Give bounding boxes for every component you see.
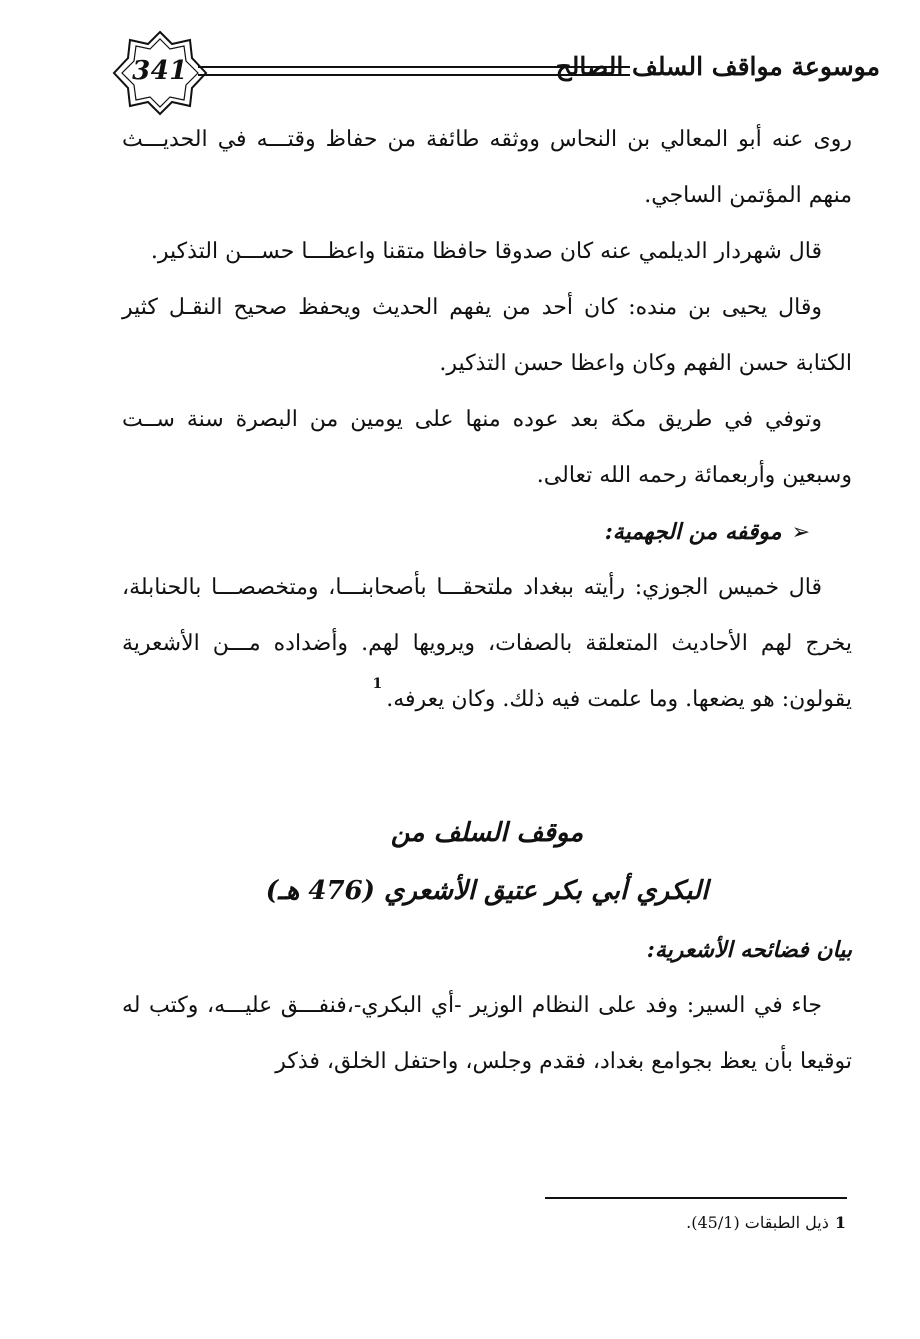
page-body	[122, 112, 852, 1090]
page-number-badge	[110, 30, 210, 116]
page-header	[110, 30, 880, 116]
section-title-line-1: موقف السلف من	[390, 818, 584, 848]
paragraph-6: جاء في السير: وفد على النظام الوزير -أي البكري-،فنفـــق عليـــه، وكتب له توقيعا بأن يعظ بجوامع بغداد، فقدم وجلس، واحتفل الخلق، فذكر	[122, 993, 852, 1074]
subheading-scandals: بيان فضائحه الأشعرية:	[646, 937, 852, 963]
paragraph-4: وتوفي في طريق مكة بعد عوده منها على يومين من البصرة سنة ســت وسبعين وأربعمائة رحمه الله تعالى.	[122, 407, 852, 488]
series-title: موسوعة مواقف السلف الصالح	[555, 52, 880, 81]
footnote-separator	[545, 1197, 847, 1199]
subheading-text: موقفه من الجهمية:	[604, 519, 782, 545]
footnote-1	[686, 1210, 846, 1236]
section-title-line-2: البكري أبي بكر عتيق الأشعري (476 هـ)	[265, 876, 709, 906]
footnote-text: ذيل الطبقات (45/1).	[686, 1213, 829, 1232]
paragraph-5-text: قال خميس الجوزي: رأيته ببغداد ملتحقـــا بأصحابنـــا، ومتخصصـــا بالحنابلة، يخرج لهم الأحاديث المتعلقة بالصفات، ويرويها لهم. وأضداده مـــن الأشعرية يقولون: هو يضعها. وما علمت فيه ذلك. وكان يعرفه.	[122, 575, 852, 712]
arrow-marker-icon: ➢	[791, 520, 810, 545]
footnote-reference[interactable]: 1	[372, 676, 383, 692]
page-number: 341	[132, 56, 188, 86]
paragraph-2: قال شهردار الديلمي عنه كان صدوقا حافظا متقنا واعظـــا حســـن التذكير.	[150, 239, 822, 264]
subheading-jahmiyya	[122, 504, 852, 560]
footnote-number: 1	[834, 1213, 846, 1232]
paragraph-3: وقال يحيى بن منده: كان أحد من يفهم الحديث ويحفظ صحيح النقـل كثير الكتابة حسن الفهم وكان واعظا حسن التذكير.	[122, 295, 852, 376]
paragraph-5	[122, 560, 852, 728]
paragraph-1: روى عنه أبو المعالي بن النحاس ووثقه طائفة من حفاظ وقتـــه في الحديـــث منهم المؤتمن الساجي.	[122, 127, 852, 208]
